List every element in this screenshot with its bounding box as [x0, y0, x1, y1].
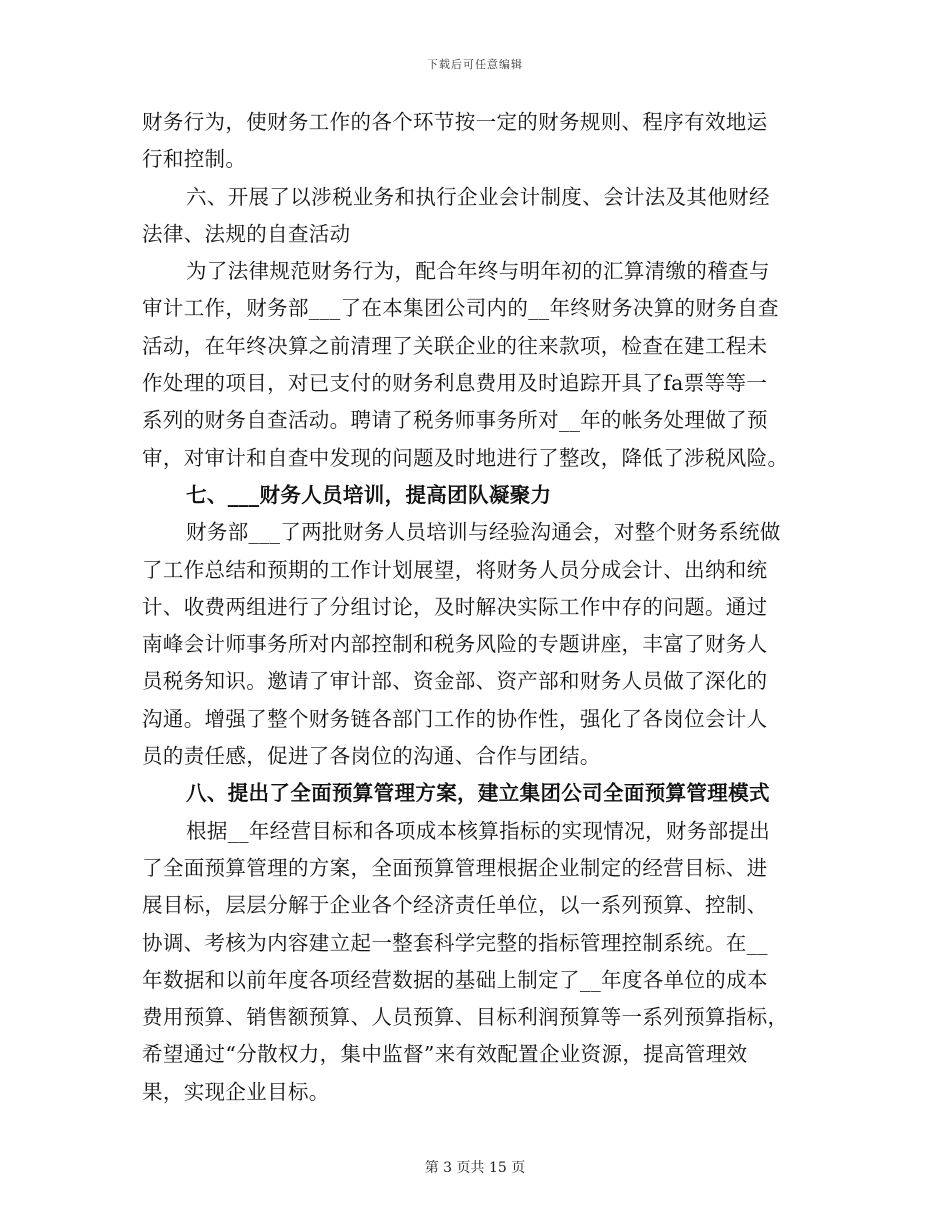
- body-line: 审计工作，财务部___了在本集团公司内的__年终财务决算的财务自查: [142, 296, 779, 321]
- document-body: [142, 104, 812, 1111]
- body-line: 财务行为，使财务工作的各个环节按一定的财务规则、程序有效地运: [142, 110, 768, 134]
- body-line: 展目标，层层分解于企业各个经济责任单位，以一系列预算、控制、: [142, 893, 768, 918]
- body-line: 果，实现企业目标。: [142, 1079, 330, 1104]
- paragraph-start: 为了法律规范财务行为，配合年终与明年初的汇算清缴的稽查与: [186, 259, 770, 284]
- body-line: 年数据和以前年度各项经营数据的基础上制定了__年度各单位的成本: [142, 967, 768, 992]
- body-line: 南峰会计师事务所对内部控制和税务风险的专题讲座，丰富了财务人: [142, 632, 768, 657]
- body-line: 行和控制。: [142, 147, 247, 172]
- body-line: 沟通。增强了整个财务链各部门工作的协作性，强化了各岗位会计人: [142, 706, 768, 731]
- page-header: 下载后可任意编辑: [427, 58, 523, 71]
- section-heading-8: 八、提出了全面预算管理方案，建立集团公司全面预算管理模式: [186, 781, 770, 806]
- body-line: 员的责任感，促进了各岗位的沟通、合作与团结。: [142, 744, 601, 769]
- body-line: 系列的财务自查活动。聘请了税务师事务所对__年的帐务处理做了预: [142, 408, 768, 433]
- body-line: 活动，在年终决算之前清理了关联企业的往来款项，检查在建工程未: [142, 333, 768, 358]
- section-heading-7: 七、___财务人员培训，提高团队凝聚力: [186, 482, 552, 507]
- body-line: 审，对审计和自查中发现的问题及时地进行了整改，降低了涉税风险。: [142, 445, 789, 470]
- body-line: 协调、考核为内容建立起一整套科学完整的指标管理控制系统。在__: [142, 930, 768, 955]
- body-line: 计、收费两组进行了分组讨论，及时解决实际工作中存的问题。通过: [142, 594, 768, 619]
- page-number: 第 3 页共 15 页: [424, 1160, 526, 1176]
- paragraph-start: 根据__年经营目标和各项成本核算指标的实现情况，财务部提出: [186, 818, 771, 843]
- body-line: 了全面预算管理的方案，全面预算管理根据企业制定的经营目标、进: [142, 855, 768, 880]
- body-line: 作处理的项目，对已支付的财务利息费用及时追踪开具了fa票等等一: [142, 371, 768, 396]
- body-line: 费用预算、销售额预算、人员预算、目标利润预算等一系列预算指标，: [142, 1005, 789, 1030]
- body-line: 员税务知识。邀请了审计部、资金部、资产部和财务人员做了深化的: [142, 669, 768, 694]
- paragraph-start: 财务部___了两批财务人员培训与经验沟通会，对整个财务系统做: [186, 520, 781, 545]
- body-line: 了工作总结和预期的工作计划展望，将财务人员分成会计、出纳和统: [142, 557, 768, 582]
- section-heading-6-cont: 法律、法规的自查活动: [142, 221, 351, 246]
- section-heading-6: 六、开展了以涉税业务和执行企业会计制度、会计法及其他财经: [186, 184, 770, 209]
- body-line: 希望通过“分散权力，集中监督”来有效配置企业资源，提高管理效: [142, 1042, 748, 1067]
